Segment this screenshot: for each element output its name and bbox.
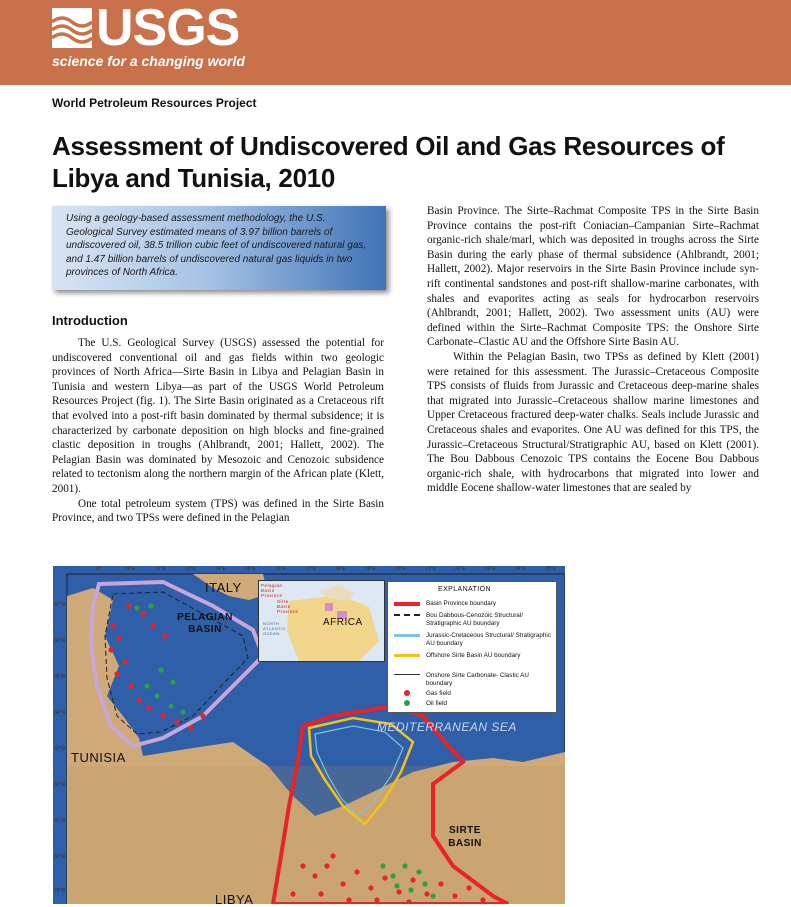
usgs-banner bbox=[0, 0, 791, 85]
usgs-logo-text: USGS bbox=[96, 0, 240, 57]
lon-tick: 23°E bbox=[485, 566, 496, 572]
lon-tick: 20°E bbox=[395, 566, 406, 572]
lon-tick: 13°E bbox=[185, 566, 196, 572]
gas-field-icon bbox=[404, 690, 410, 696]
lat-tick: 31°N bbox=[54, 818, 66, 824]
label-pelagian-basin: PELAGIAN BASIN bbox=[177, 612, 233, 635]
oil-field-icon bbox=[404, 700, 410, 706]
inset-label-ocean: NORTH ATLANTIC OCEAN bbox=[263, 621, 287, 636]
lat-tick: 36°N bbox=[54, 638, 66, 644]
legend-label: Bou Dabbous-Cenozoic Structural/ Stratigraphic AU boundary bbox=[426, 612, 523, 627]
lon-tick: 14°E bbox=[215, 566, 226, 572]
usgs-tagline: science for a changing world bbox=[52, 53, 245, 69]
legend-item-gas-field bbox=[394, 690, 552, 698]
label-sirte-basin: SIRTE BASIN bbox=[448, 825, 482, 849]
lon-tick: 11°E bbox=[125, 566, 136, 572]
paragraph: Basin Province. The Sirte–Rachmat Composite TPS in the Sirte Basin Province contains the post-rift Coniacian–Campanian Sirte–Rachmat organic-rich shale/marl, which was deposited in troughs across the Sirte Basin during the early phase of thermal subsidence (Ahlbrandt, 2001; Hallett, 2002). Major reservoirs in the Sirte Basin Province include syn-rift continental sandstones and post-rift shallow-marine carbonates, with shales and evaporites acting as seals for hydrocarbon reservoirs (Ahlbrandt, 2001; Hallett, 2002). Two assessment units (AU) were defined within the Sirte–Rachmat Composite TPS: the Onshore Sirte Carbonate–Clastic AU and the Offshore Sirte Basin AU. bbox=[427, 205, 759, 349]
legend-label: Offshore Sirte Basin AU boundary bbox=[426, 652, 521, 659]
project-name: World Petroleum Resources Project bbox=[52, 96, 257, 110]
lat-tick: 37°N bbox=[54, 602, 66, 608]
left-column bbox=[52, 336, 384, 526]
map-legend bbox=[387, 581, 557, 713]
paragraph: The U.S. Geological Survey (USGS) assessed the potential for undiscovered conventional oil and gas fields within two geologic provinces of North Africa—Sirte Basin in Libya and Pelagian Basin in Tunisia and western Libya—as part of the USGS World Petroleum Resources Project (fig. 1). The Sirte Basin originated as a Cretaceous rift that evolved into a post-rift basin dominated by thermal subsidence; it is characterized by carbonate deposition on high blocks and fine-grained clastic deposition in troughs (Ahlbrandt, 2001; Hallett, 2002). The Pelagian Basin was dominated by Mesozoic and Cenozoic subsidence related to tectonism along the northern margin of the African plate (Klett, 2001). bbox=[52, 337, 384, 495]
lat-tick: 33°N bbox=[54, 746, 66, 752]
legend-swatch bbox=[394, 674, 420, 675]
section-heading-introduction: Introduction bbox=[52, 313, 128, 328]
document-title: Assessment of Undiscovered Oil and Gas Resources of Libya and Tunisia, 2010 bbox=[52, 131, 725, 193]
lon-tick: 10° bbox=[95, 566, 103, 572]
right-column bbox=[427, 204, 759, 496]
legend-item-oil-field bbox=[394, 700, 552, 708]
inset-label-sirte: Sirte Basin Province bbox=[277, 599, 299, 614]
inset-locator-map bbox=[258, 580, 385, 662]
legend-swatch bbox=[394, 654, 420, 657]
lat-tick: 34°N bbox=[54, 710, 66, 716]
legend-label: Onshore Sirte Carbonate- Clastic AU boundary bbox=[426, 672, 529, 687]
label-tunisia: TUNISIA bbox=[71, 750, 126, 765]
lon-tick: 12°E bbox=[155, 566, 166, 572]
lon-tick: 25°E bbox=[545, 566, 556, 572]
lon-tick: 15°E bbox=[245, 566, 256, 572]
lat-tick: 29°N bbox=[54, 888, 66, 894]
paragraph: One total petroleum system (TPS) was defined in the Sirte Basin Province, and two TPSs were defined in the Pelagian bbox=[52, 497, 384, 525]
lon-tick: 22°E bbox=[455, 566, 466, 572]
legend-swatch bbox=[394, 602, 420, 606]
legend-swatch bbox=[394, 634, 420, 637]
legend-label: Gas field bbox=[426, 690, 451, 697]
lat-tick: 30°N bbox=[54, 854, 66, 860]
legend-label: Jurassic-Cretaceous Structural/ Stratigraphic AU boundary bbox=[426, 632, 551, 647]
lat-tick: 32°N bbox=[54, 782, 66, 788]
inset-label-africa: AFRICA bbox=[323, 617, 363, 628]
lon-tick: 16°E bbox=[275, 566, 286, 572]
legend-label: Basin Province boundary bbox=[426, 600, 497, 607]
label-italy: ITALY bbox=[205, 580, 242, 595]
lon-tick: 19°E bbox=[365, 566, 376, 572]
legend-item-bou-dabbous bbox=[394, 612, 552, 628]
legend-item-basin-boundary bbox=[394, 600, 552, 608]
lon-tick: 24°E bbox=[515, 566, 526, 572]
legend-title: EXPLANATION bbox=[438, 586, 491, 593]
legend-label: Oil field bbox=[426, 700, 447, 707]
usgs-wave-logo-icon bbox=[52, 8, 92, 53]
figure-map bbox=[53, 566, 565, 907]
legend-swatch bbox=[394, 614, 420, 616]
paragraph: Within the Pelagian Basin, two TPSs as defined by Klett (2001) were retained for this assessment. The Jurassic–Cretaceous Composite TPS consists of fluids from Jurassic and Cretaceous deep-marine shales that migrated into Jurassic–Cretaceous shallow marine limestones and Upper Cretaceous fractured deep-water chalks. Seals include Jurassic and Cretaceous shales and evaporites. One AU was defined for this TPS, the Jurassic–Cretaceous Structural/Stratigraphic AU, based on Klett (2001). The Bou Dabbous Cenozoic TPS contains the Eocene Bou Dabbous organic-rich shale, with hydrocarbons that migrated into lower and middle Eocene shallow-water limestones that are sealed by bbox=[427, 350, 759, 495]
lon-tick: 18°E bbox=[335, 566, 346, 572]
inset-label-pelagian: Pelagian Basin Province bbox=[261, 583, 283, 598]
lat-tick: 35°N bbox=[54, 674, 66, 680]
lon-tick: 21°E bbox=[425, 566, 436, 572]
label-mediterranean-sea: MEDITERRANEAN SEA bbox=[377, 720, 517, 734]
legend-item-jurassic-cretaceous bbox=[394, 632, 552, 648]
label-libya: LIBYA bbox=[215, 892, 254, 907]
abstract-box bbox=[52, 206, 386, 290]
legend-item-onshore-sirte bbox=[394, 672, 552, 688]
abstract-text: Using a geology-based assessment methodology, the U.S. Geological Survey estimated means of 3.97 billion barrels of undiscovered oil, 38.5 trillion cubic feet of undiscovered natural gas, and 1.47 billion barrels of undiscovered natural gas liquids in two provinces of North Africa. bbox=[66, 213, 367, 278]
legend-item-offshore-sirte bbox=[394, 652, 552, 668]
lon-tick: 17°E bbox=[305, 566, 316, 572]
